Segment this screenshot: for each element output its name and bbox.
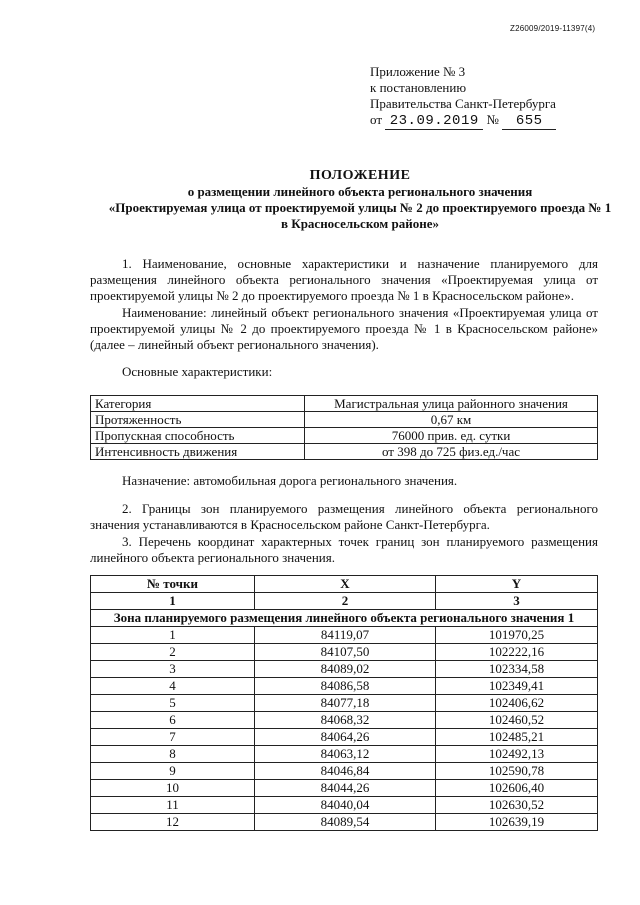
table-row bbox=[91, 695, 598, 712]
column-number: 3 bbox=[436, 593, 598, 610]
y-value: 101970,25 bbox=[436, 627, 598, 644]
point-number: 9 bbox=[91, 763, 255, 780]
x-value: 84064,26 bbox=[255, 729, 436, 746]
x-value: 84089,02 bbox=[255, 661, 436, 678]
document-title bbox=[60, 168, 640, 232]
header-y: Y bbox=[436, 576, 598, 593]
characteristics-table bbox=[90, 395, 598, 460]
y-value: 102222,16 bbox=[436, 644, 598, 661]
point-number: 6 bbox=[91, 712, 255, 729]
point-number: 2 bbox=[91, 644, 255, 661]
point-number: 4 bbox=[91, 678, 255, 695]
table-row bbox=[91, 396, 598, 412]
header-point-number: № точки bbox=[91, 576, 255, 593]
x-value: 84044,26 bbox=[255, 780, 436, 797]
table-row bbox=[91, 644, 598, 661]
appendix-block bbox=[370, 64, 556, 130]
document-number: Z26009/2019-11397(4) bbox=[510, 24, 596, 33]
point-number: 3 bbox=[91, 661, 255, 678]
char-value: 76000 прив. ед. сутки bbox=[305, 428, 598, 444]
zone-row bbox=[91, 610, 598, 627]
paragraph-2: Наименование: линейный объект регионального значения «Проектируемая улица от проектируемой улицы № 2 до проектируемого проезда № 1 в Красносельском районе» (далее – линейный объект регионального значения). bbox=[90, 305, 598, 352]
x-value: 84107,50 bbox=[255, 644, 436, 661]
point-number: 10 bbox=[91, 780, 255, 797]
appendix-line-2: к постановлению bbox=[370, 80, 467, 95]
table-row bbox=[91, 746, 598, 763]
table-row bbox=[91, 428, 598, 444]
table-row bbox=[91, 678, 598, 695]
column-number: 2 bbox=[255, 593, 436, 610]
char-key: Пропускная способность bbox=[91, 428, 305, 444]
y-value: 102460,52 bbox=[436, 712, 598, 729]
x-value: 84089,54 bbox=[255, 814, 436, 831]
point-number: 8 bbox=[91, 746, 255, 763]
table-row bbox=[91, 797, 598, 814]
paragraph-3-coordinates: 3. Перечень координат характерных точек границ зон планируемого размещения линейного объекта регионального значения. bbox=[90, 534, 598, 565]
table-row bbox=[91, 763, 598, 780]
column-number: 1 bbox=[91, 593, 255, 610]
y-value: 102406,62 bbox=[436, 695, 598, 712]
char-key: Категория bbox=[91, 396, 305, 412]
decree-number: 655 bbox=[502, 113, 556, 130]
x-value: 84046,84 bbox=[255, 763, 436, 780]
x-value: 84063,12 bbox=[255, 746, 436, 763]
table-row bbox=[91, 780, 598, 797]
char-value: Магистральная улица районного значения bbox=[305, 396, 598, 412]
appendix-line-1: Приложение № 3 bbox=[370, 64, 466, 79]
table-row bbox=[91, 412, 598, 428]
zone-title: Зона планируемого размещения линейного объекта регионального значения 1 bbox=[91, 610, 598, 627]
table-header-row bbox=[91, 576, 598, 593]
paragraph-2-boundaries: 2. Границы зон планируемого размещения линейного объекта регионального значения устанавливаются в Красносельском районе Санкт-Петербурга. bbox=[90, 501, 598, 532]
appendix-date-line bbox=[370, 112, 556, 130]
y-value: 102590,78 bbox=[436, 763, 598, 780]
x-value: 84068,32 bbox=[255, 712, 436, 729]
x-value: 84086,58 bbox=[255, 678, 436, 695]
table-row bbox=[91, 814, 598, 831]
paragraph-purpose: Назначение: автомобильная дорога регионального значения. bbox=[122, 473, 458, 488]
x-value: 84077,18 bbox=[255, 695, 436, 712]
char-value: от 398 до 725 физ.ед./час bbox=[305, 444, 598, 460]
column-number-row bbox=[91, 593, 598, 610]
char-value: 0,67 км bbox=[305, 412, 598, 428]
point-number: 1 bbox=[91, 627, 255, 644]
point-number: 12 bbox=[91, 814, 255, 831]
point-number: 11 bbox=[91, 797, 255, 814]
x-value: 84040,04 bbox=[255, 797, 436, 814]
y-value: 102606,40 bbox=[436, 780, 598, 797]
title-heading: ПОЛОЖЕНИЕ bbox=[309, 168, 411, 183]
coordinates-table bbox=[90, 575, 598, 831]
y-value: 102349,41 bbox=[436, 678, 598, 695]
from-label: от bbox=[370, 112, 383, 127]
x-value: 84119,07 bbox=[255, 627, 436, 644]
y-value: 102492,13 bbox=[436, 746, 598, 763]
y-value: 102485,21 bbox=[436, 729, 598, 746]
char-key: Интенсивность движения bbox=[91, 444, 305, 460]
point-number: 5 bbox=[91, 695, 255, 712]
paragraph-characteristics-label: Основные характеристики: bbox=[122, 364, 273, 379]
table-row bbox=[91, 712, 598, 729]
number-label: № bbox=[486, 112, 499, 127]
title-line-2: о размещении линейного объекта регионального значения bbox=[187, 184, 533, 199]
y-value: 102334,58 bbox=[436, 661, 598, 678]
char-key: Протяженность bbox=[91, 412, 305, 428]
table-row bbox=[91, 444, 598, 460]
appendix-line-3: Правительства Санкт-Петербурга bbox=[370, 96, 556, 111]
table-row bbox=[91, 661, 598, 678]
y-value: 102639,19 bbox=[436, 814, 598, 831]
table-row bbox=[91, 729, 598, 746]
table-row bbox=[91, 627, 598, 644]
y-value: 102630,52 bbox=[436, 797, 598, 814]
header-x: X bbox=[255, 576, 436, 593]
coordinate-rows bbox=[91, 627, 598, 831]
decree-date: 23.09.2019 bbox=[385, 113, 483, 130]
title-line-4: в Красносельском районе» bbox=[281, 216, 439, 231]
point-number: 7 bbox=[91, 729, 255, 746]
title-line-3: «Проектируемая улица от проектируемой улицы № 2 до проектируемого проезда № 1 bbox=[108, 200, 612, 215]
paragraph-1: 1. Наименование, основные характеристики и назначение планируемого для размещения линейного объекта регионального значения «Проектируемая улица от проектируемой улицы № 2 до проектируемого проезда № 1 в Красносельском районе». bbox=[90, 256, 598, 303]
